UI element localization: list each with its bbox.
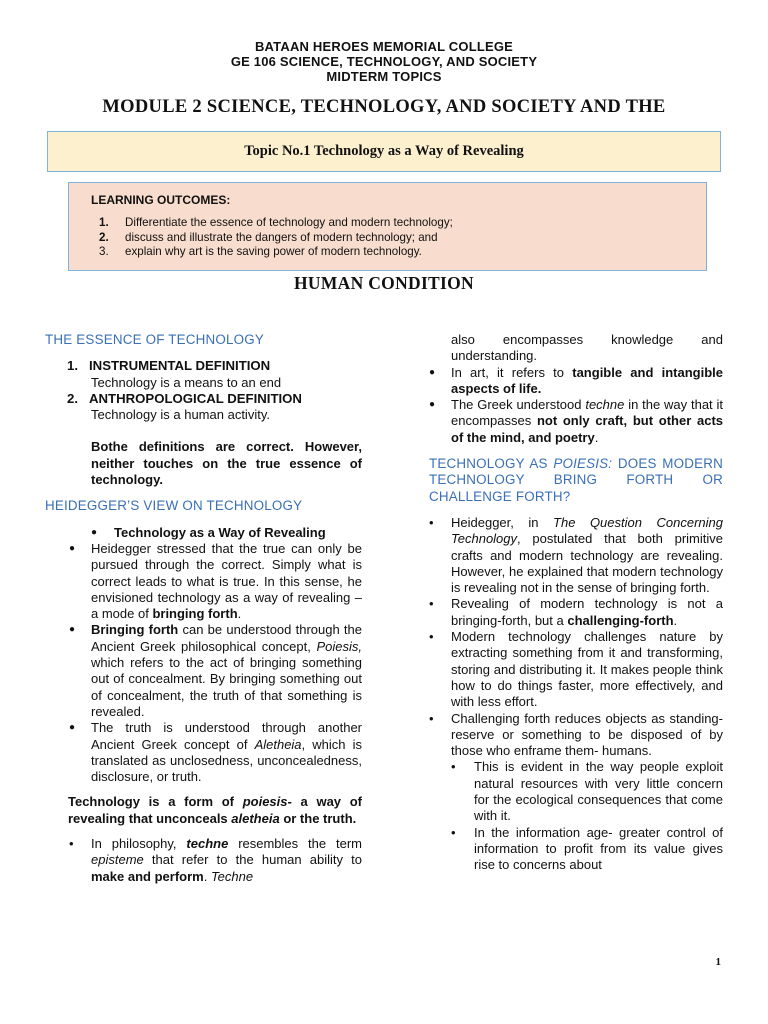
left-column	[45, 332, 362, 885]
text: The truth is understood through another Ancient Greek concept of	[91, 720, 362, 752]
section-heading-heidegger: HEIDEGGER’S VIEW ON TECHNOLOGY	[45, 498, 303, 514]
text-bold-italic: techne	[186, 836, 229, 852]
module-title: MODULE 2 SCIENCE, TECHNOLOGY, AND SOCIETY AND THE	[102, 97, 666, 117]
text: Challenging forth reduces objects as standing-reserve or something to be disposed of by those who enframe them- humans.	[451, 710, 723, 759]
learning-outcomes-box	[68, 182, 707, 271]
human-condition-title: HUMAN CONDITION	[294, 273, 474, 293]
learning-outcomes-title: LEARNING OUTCOMES:	[91, 193, 231, 207]
bullet-art	[429, 365, 723, 398]
bullet-icon: ●	[429, 399, 436, 411]
bullet-icon: ●	[429, 366, 436, 378]
outcome-text: Differentiate the essence of technology and modern technology;	[125, 216, 453, 229]
definitions-note: Bothe definitions are correct. However, neither touches on the true essence of technology.	[91, 439, 362, 488]
bullet-icon: •	[429, 710, 434, 726]
text: resembles the term	[228, 836, 362, 852]
definition-number: 1.	[67, 358, 78, 374]
text-bold: bringing forth	[152, 606, 238, 622]
bullet-icon: ●	[69, 624, 76, 636]
bullet-greek-techne	[429, 397, 723, 446]
college-name: BATAAN HEROES MEMORIAL COLLEGE	[254, 39, 514, 54]
continued-text: also encompasses knowledge and understanding.	[451, 332, 723, 364]
outcome-text: explain why art is the saving power of modern technology.	[125, 245, 422, 258]
text: In the information age- greater control of information to profit from its value gives rise to concerns about	[474, 824, 723, 873]
text: .	[594, 429, 599, 445]
term-label: MIDTERM TOPICS	[326, 69, 442, 84]
text: Heidegger, in	[451, 514, 554, 530]
section-heading-essence: THE ESSENCE OF TECHNOLOGY	[45, 332, 265, 347]
bullet-icon: •	[429, 514, 434, 530]
text-italic: poiesis	[242, 794, 288, 810]
text: Technology is a form of	[68, 794, 243, 810]
text: which refers to the act of bringing something out of concealment. By bringing something out of concealment, the truth of that something is revealed.	[91, 655, 362, 719]
text: Modern technology challenges nature by extracting something from it and transforming, storing and distributing it. It makes people think how to do things faster, more effectively, and with less effort.	[451, 629, 723, 710]
outcome-number: 2.	[99, 230, 109, 244]
text: This is evident in the way people exploit natural resources with very little concern for the ecological consequences that come with it.	[474, 759, 723, 824]
sub-bullet-natural-resources	[429, 759, 723, 824]
right-column	[429, 332, 723, 874]
bullet-bringing-forth	[45, 622, 362, 720]
definition-instrumental	[45, 358, 362, 374]
poiesis-statement	[45, 794, 362, 827]
outcome-number: 3.	[99, 245, 109, 258]
bullet-icon: ●	[69, 722, 76, 734]
definition-anthropological	[45, 391, 362, 407]
text: , postulated that both primitive crafts and modern technology are revealing. However, he explained that modern technology is revealing not in the sense of bringing forth.	[451, 531, 723, 596]
bullet-techne-philosophy	[45, 836, 362, 885]
text-italic: Poiesis,	[316, 638, 362, 654]
text-bold: not only craft, but other acts of the mind, and poetry	[451, 413, 723, 445]
definition-body: Technology is a means to an end	[91, 374, 282, 390]
bullet-challenging-forth	[429, 596, 723, 629]
definition-title: INSTRUMENTAL DEFINITION	[89, 358, 271, 374]
text: .	[673, 612, 678, 628]
revealing-bullet	[45, 525, 362, 541]
text: - a way of revealing that unconceals	[68, 794, 362, 826]
bullet-icon: •	[451, 759, 456, 775]
text-italic: The Question Concerning Technology	[451, 514, 723, 547]
text: The Greek understood	[451, 397, 586, 413]
text-italic: POIESIS:	[553, 456, 613, 472]
bullet-icon: •	[429, 596, 434, 612]
topic-banner	[47, 131, 721, 172]
section-heading-poiesis	[429, 456, 723, 505]
text: Revealing of modern technology is not a bringing-forth, but a	[451, 596, 723, 628]
text: .	[237, 606, 242, 622]
sub-bullet-information-age	[429, 825, 723, 874]
text: .	[203, 868, 211, 884]
text: In philosophy,	[91, 836, 187, 852]
text-italic: episteme	[91, 852, 144, 868]
learning-outcome-item	[91, 231, 706, 246]
bullet-modern-technology	[429, 629, 723, 710]
topic-title: Topic No.1 Technology as a Way of Revealing	[244, 143, 524, 159]
bullet-icon: ●	[91, 526, 98, 538]
course-title: GE 106 SCIENCE, TECHNOLOGY, AND SOCIETY	[230, 54, 538, 69]
text-italic: Techne	[210, 868, 254, 884]
bullet-icon: •	[451, 824, 456, 840]
text: Heidegger stressed that the true can only be pursued through the correct. Simply what is correct leads to what is true. In this sense, he envisioned technology as a way of revealing – a mode of	[91, 540, 362, 622]
page-number: 1	[715, 956, 721, 968]
text: In art, it refers to	[451, 364, 573, 380]
bullet-icon: ●	[69, 542, 76, 554]
learning-outcome-item	[91, 245, 706, 260]
text: can be understood through the Ancient Greek philosophical concept,	[91, 622, 362, 654]
text-bold: challenging-forth	[567, 612, 674, 628]
learning-outcome-item	[91, 216, 706, 231]
text-bold: Bringing forth	[91, 622, 179, 638]
bullet-icon: •	[429, 629, 434, 645]
bullet-heidegger-stressed	[45, 541, 362, 622]
text-italic: aletheia	[231, 810, 280, 826]
text-italic: Aletheia	[254, 736, 302, 752]
bullet-heidegger-question	[429, 515, 723, 596]
outcome-number: 1.	[99, 216, 109, 229]
bullet-text: Technology as a Way of Revealing	[114, 524, 326, 540]
text-bold: tangible and intangible aspects of life.	[451, 364, 724, 396]
outcome-text: discuss and illustrate the dangers of modern technology; and	[125, 230, 438, 244]
text: DOES MODERN TECHNOLOGY BRING FORTH OR CHALLENGE FORTH?	[429, 456, 723, 504]
bullet-standing-reserve	[429, 711, 723, 760]
text-bold: make and perform	[91, 868, 204, 884]
text-italic: techne	[585, 397, 625, 413]
bullet-icon: •	[69, 836, 74, 852]
bullet-truth-aletheia	[45, 720, 362, 785]
definition-title: ANTHROPOLOGICAL DEFINITION	[89, 390, 302, 406]
text: in the way that it encompasses	[451, 397, 723, 429]
text: , which is translated as unclosedness, unconcealedness, disclosure, or truth.	[91, 736, 362, 785]
definition-number: 2.	[67, 390, 78, 406]
text: or the truth.	[279, 810, 357, 826]
definition-body: Technology is a human activity.	[91, 407, 270, 423]
text: TECHNOLOGY AS	[429, 456, 554, 472]
text: that refer to the human ability to	[143, 852, 362, 868]
